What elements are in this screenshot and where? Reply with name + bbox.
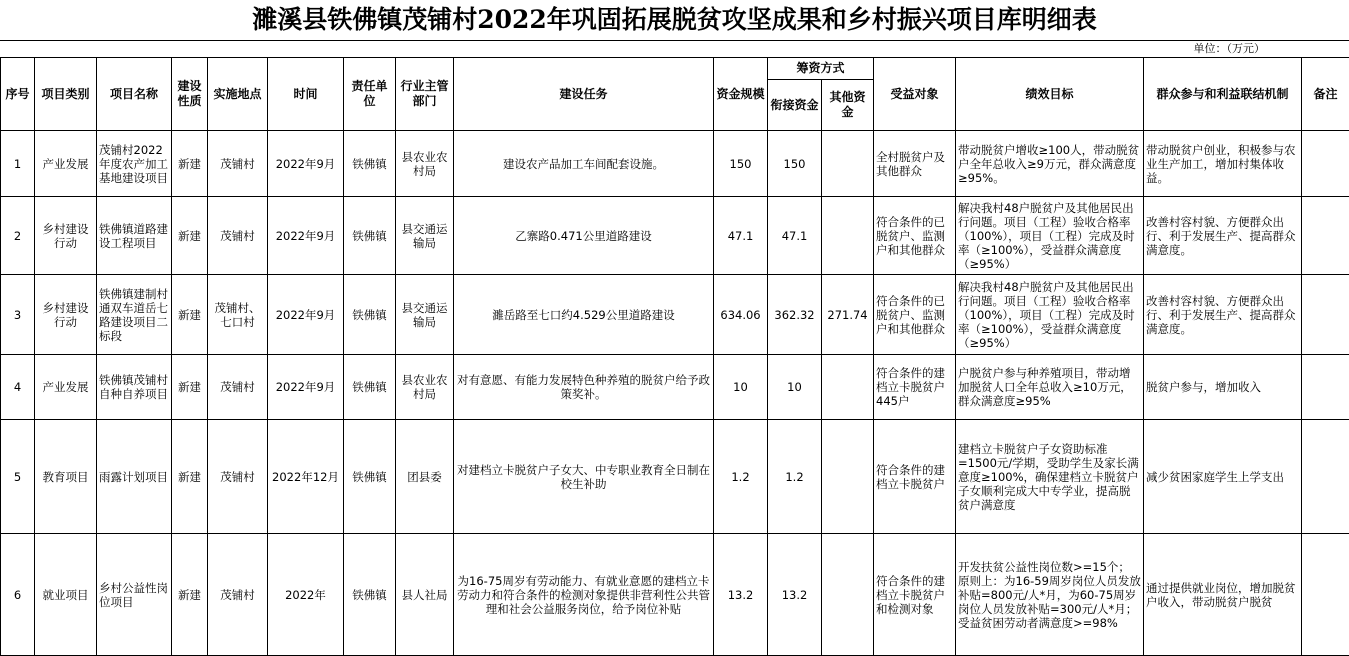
cell-fund2	[822, 420, 874, 534]
cell-mechanism: 带动脱贫户创业，积极参与农业生产加工，增加村集体收益。	[1144, 131, 1302, 197]
cell-unit: 铁佛镇	[344, 534, 396, 656]
cell-fund2	[822, 355, 874, 420]
cell-unit: 铁佛镇	[344, 197, 396, 275]
cell-beneficiary: 符合条件的建档立卡脱贫户445户	[874, 355, 956, 420]
cell-location: 茂铺村	[208, 131, 268, 197]
cell-beneficiary: 符合条件的已脱贫户、监测户和其他群众	[874, 197, 956, 275]
cell-dept: 县农业农村局	[396, 355, 454, 420]
cell-time: 2022年	[268, 534, 344, 656]
cell-task: 为16-75周岁有劳动能力、有就业意愿的建档立卡劳动力和符合条件的检测对象提供非营利性公共管理和社会公益服务岗位，给予岗位补贴	[454, 534, 714, 656]
cell-category: 产业发展	[35, 355, 97, 420]
header-remark: 备注	[1302, 58, 1349, 131]
cell-no: 4	[1, 355, 35, 420]
cell-unit: 铁佛镇	[344, 275, 396, 355]
cell-beneficiary: 符合条件的已脱贫户、监测户和其他群众	[874, 275, 956, 355]
cell-scale: 150	[714, 131, 768, 197]
cell-name: 铁佛镇建制村通双车道岳七路建设项目二标段	[97, 275, 172, 355]
cell-mechanism: 改善村容村貌、方便群众出行、利于发展生产、提高群众满意度。	[1144, 197, 1302, 275]
cell-remark	[1302, 131, 1349, 197]
table-row	[1, 197, 1349, 275]
cell-nature: 新建	[172, 275, 208, 355]
cell-scale: 1.2	[714, 420, 768, 534]
cell-location: 茂铺村	[208, 197, 268, 275]
cell-scale: 47.1	[714, 197, 768, 275]
cell-nature: 新建	[172, 534, 208, 656]
cell-remark	[1302, 534, 1349, 656]
cell-time: 2022年9月	[268, 197, 344, 275]
cell-no: 2	[1, 197, 35, 275]
cell-task: 濉岳路至七口约4.529公里道路建设	[454, 275, 714, 355]
cell-nature: 新建	[172, 420, 208, 534]
cell-fund2	[822, 197, 874, 275]
cell-nature: 新建	[172, 131, 208, 197]
cell-beneficiary: 符合条件的建档立卡脱贫户和检测对象	[874, 534, 956, 656]
cell-unit: 铁佛镇	[344, 355, 396, 420]
table-row	[1, 131, 1349, 197]
cell-time: 2022年12月	[268, 420, 344, 534]
cell-location: 茂铺村	[208, 534, 268, 656]
header-time: 时间	[268, 58, 344, 131]
cell-category: 产业发展	[35, 131, 97, 197]
header-location: 实施地点	[208, 58, 268, 131]
cell-fund2	[822, 534, 874, 656]
header-funding: 筹资方式	[768, 58, 874, 80]
header-scale: 资金规模	[714, 58, 768, 131]
header-unit: 责任单位	[344, 58, 396, 131]
cell-remark	[1302, 420, 1349, 534]
cell-scale: 13.2	[714, 534, 768, 656]
cell-goal: 解决我村48户脱贫户及其他居民出行问题。项目（工程）验收合格率 （100%），项目（工程）完成及时率（≥100%），受益群众满意度（≥95%）	[956, 275, 1144, 355]
cell-fund1: 13.2	[768, 534, 822, 656]
cell-no: 3	[1, 275, 35, 355]
cell-fund1: 150	[768, 131, 822, 197]
cell-fund1: 47.1	[768, 197, 822, 275]
cell-task: 对有意愿、有能力发展特色种养殖的脱贫户给予政策奖补。	[454, 355, 714, 420]
cell-nature: 新建	[172, 197, 208, 275]
cell-name: 雨露计划项目	[97, 420, 172, 534]
cell-goal: 解决我村48户脱贫户及其他居民出行问题。项目（工程）验收合格率 （100%），项目（工程）完成及时率（≥100%），受益群众满意度（≥95%）	[956, 197, 1144, 275]
header-dept: 行业主管部门	[396, 58, 454, 131]
cell-mechanism: 通过提供就业岗位，增加脱贫户收入，带动脱贫户脱贫	[1144, 534, 1302, 656]
cell-fund1: 1.2	[768, 420, 822, 534]
cell-fund1: 10	[768, 355, 822, 420]
cell-beneficiary: 全村脱贫户及其他群众	[874, 131, 956, 197]
cell-category: 乡村建设行动	[35, 275, 97, 355]
header-task: 建设任务	[454, 58, 714, 131]
header-beneficiary: 受益对象	[874, 58, 956, 131]
header-goal: 绩效目标	[956, 58, 1144, 131]
cell-category: 教育项目	[35, 420, 97, 534]
cell-beneficiary: 符合条件的建档立卡脱贫户	[874, 420, 956, 534]
header-name: 项目名称	[97, 58, 172, 131]
cell-category: 乡村建设行动	[35, 197, 97, 275]
table-title: 濉溪县铁佛镇茂铺村2022年巩固拓展脱贫攻坚成果和乡村振兴项目库明细表	[0, 0, 1349, 41]
cell-fund2: 271.74	[822, 275, 874, 355]
header-nature: 建设性质	[172, 58, 208, 131]
cell-task: 乙寨路0.471公里道路建设	[454, 197, 714, 275]
cell-dept: 县农业农村局	[396, 131, 454, 197]
header-mechanism: 群众参与和利益联结机制	[1144, 58, 1302, 131]
cell-unit: 铁佛镇	[344, 420, 396, 534]
cell-remark	[1302, 275, 1349, 355]
cell-nature: 新建	[172, 355, 208, 420]
cell-dept: 县交通运输局	[396, 275, 454, 355]
cell-mechanism: 脱贫户参与，增加收入	[1144, 355, 1302, 420]
cell-scale: 634.06	[714, 275, 768, 355]
cell-fund2	[822, 131, 874, 197]
cell-time: 2022年9月	[268, 275, 344, 355]
cell-goal: 建档立卡脱贫户子女资助标准=1500元/学期，受助学生及家长满意度≥100%，确保建档立卡脱贫户子女顺利完成大中专学业，提高脱贫户满意度	[956, 420, 1144, 534]
cell-time: 2022年9月	[268, 131, 344, 197]
cell-goal: 带动脱贫户增收≥100人，带动脱贫户全年总收入≥9万元，群众满意度≥95%。	[956, 131, 1144, 197]
cell-no: 6	[1, 534, 35, 656]
header-fund1: 衔接资金	[768, 80, 822, 131]
cell-dept: 团县委	[396, 420, 454, 534]
table-row	[1, 275, 1349, 355]
cell-location: 茂铺村、七口村	[208, 275, 268, 355]
cell-fund1: 362.32	[768, 275, 822, 355]
cell-goal: 户脱贫户参与种养殖项目，带动增加脱贫人口全年总收入≥10万元，群众满意度≥95%	[956, 355, 1144, 420]
cell-category: 就业项目	[35, 534, 97, 656]
project-table	[0, 57, 1349, 656]
cell-name: 铁佛镇道路建设工程项目	[97, 197, 172, 275]
cell-location: 茂铺村	[208, 420, 268, 534]
cell-unit: 铁佛镇	[344, 131, 396, 197]
cell-remark	[1302, 197, 1349, 275]
cell-mechanism: 减少贫困家庭学生上学支出	[1144, 420, 1302, 534]
header-category: 项目类别	[35, 58, 97, 131]
header-no: 序号	[1, 58, 35, 131]
table-row	[1, 420, 1349, 534]
cell-goal: 开发扶贫公益性岗位数>=15个；原则上：为16-59周岁岗位人员发放补贴=800元/人*月，为60-75周岁岗位人员发放补贴=300元/人*月；受益贫困劳动者满意度>=98%	[956, 534, 1144, 656]
table-row	[1, 534, 1349, 656]
header-fund2: 其他资金	[822, 80, 874, 131]
unit-label: 单位：（万元）	[0, 41, 1349, 57]
cell-no: 5	[1, 420, 35, 534]
cell-name: 茂铺村2022年度农产加工基地建设项目	[97, 131, 172, 197]
cell-dept: 县交通运输局	[396, 197, 454, 275]
cell-mechanism: 改善村容村貌、方便群众出行、利于发展生产、提高群众满意度。	[1144, 275, 1302, 355]
cell-scale: 10	[714, 355, 768, 420]
cell-location: 茂铺村	[208, 355, 268, 420]
cell-no: 1	[1, 131, 35, 197]
table-row	[1, 355, 1349, 420]
cell-dept: 县人社局	[396, 534, 454, 656]
cell-task: 建设农产品加工车间配套设施。	[454, 131, 714, 197]
cell-remark	[1302, 355, 1349, 420]
cell-task: 对建档立卡脱贫户子女大、中专职业教育全日制在校生补助	[454, 420, 714, 534]
cell-name: 乡村公益性岗位项目	[97, 534, 172, 656]
cell-time: 2022年9月	[268, 355, 344, 420]
cell-name: 铁佛镇茂铺村自种自养项目	[97, 355, 172, 420]
